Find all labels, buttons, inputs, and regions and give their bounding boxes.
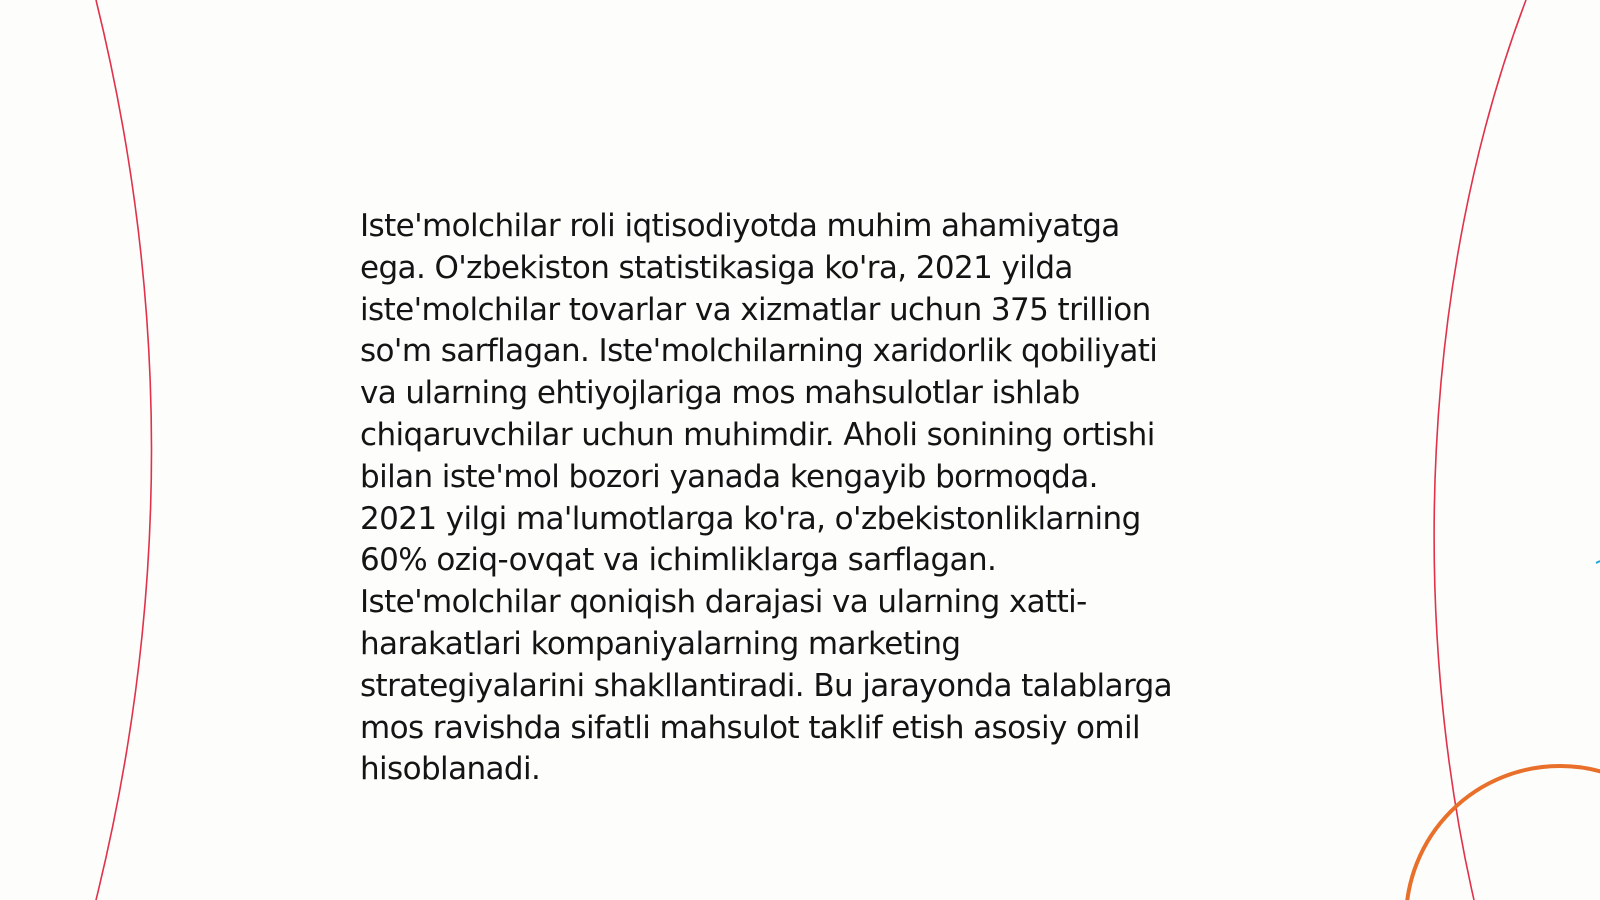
left-curve-line [96,0,152,900]
right-curve-line [1434,0,1526,900]
blue-accent-mark [1596,561,1600,563]
orange-circle-outline [1406,766,1600,900]
body-paragraph: Iste'molchilar roli iqtisodiyotda muhim ahamiyatga ega. O'zbekiston statistikasiga ko'ra, 2021 yilda iste'molchilar tovarlar va xizmatlar uchun 375 trillion so'm sarflagan. Iste'molchilarning xaridorlik qobiliyati va ularning ehtiyojlariga mos mahsulotlar ishlab chiqaruvchilar uchun muhimdir. Aholi sonining ortishi bilan iste'mol bozori yanada kengayib bormoqda. 2021 yilgi ma'lumotlarga ko'ra, o'zbekistonliklarning 60% oziq-ovqat va ichimliklarga sarflagan. Iste'molchilar qoniqish darajasi va ularning xatti- harakatlari kompaniyalarning marketing strategiyalarini shakllantiradi. Bu jarayonda talablarga mos ravishda sifatli mahsulot taklif etish asosiy omil hisoblanadi. [360,208,1173,788]
